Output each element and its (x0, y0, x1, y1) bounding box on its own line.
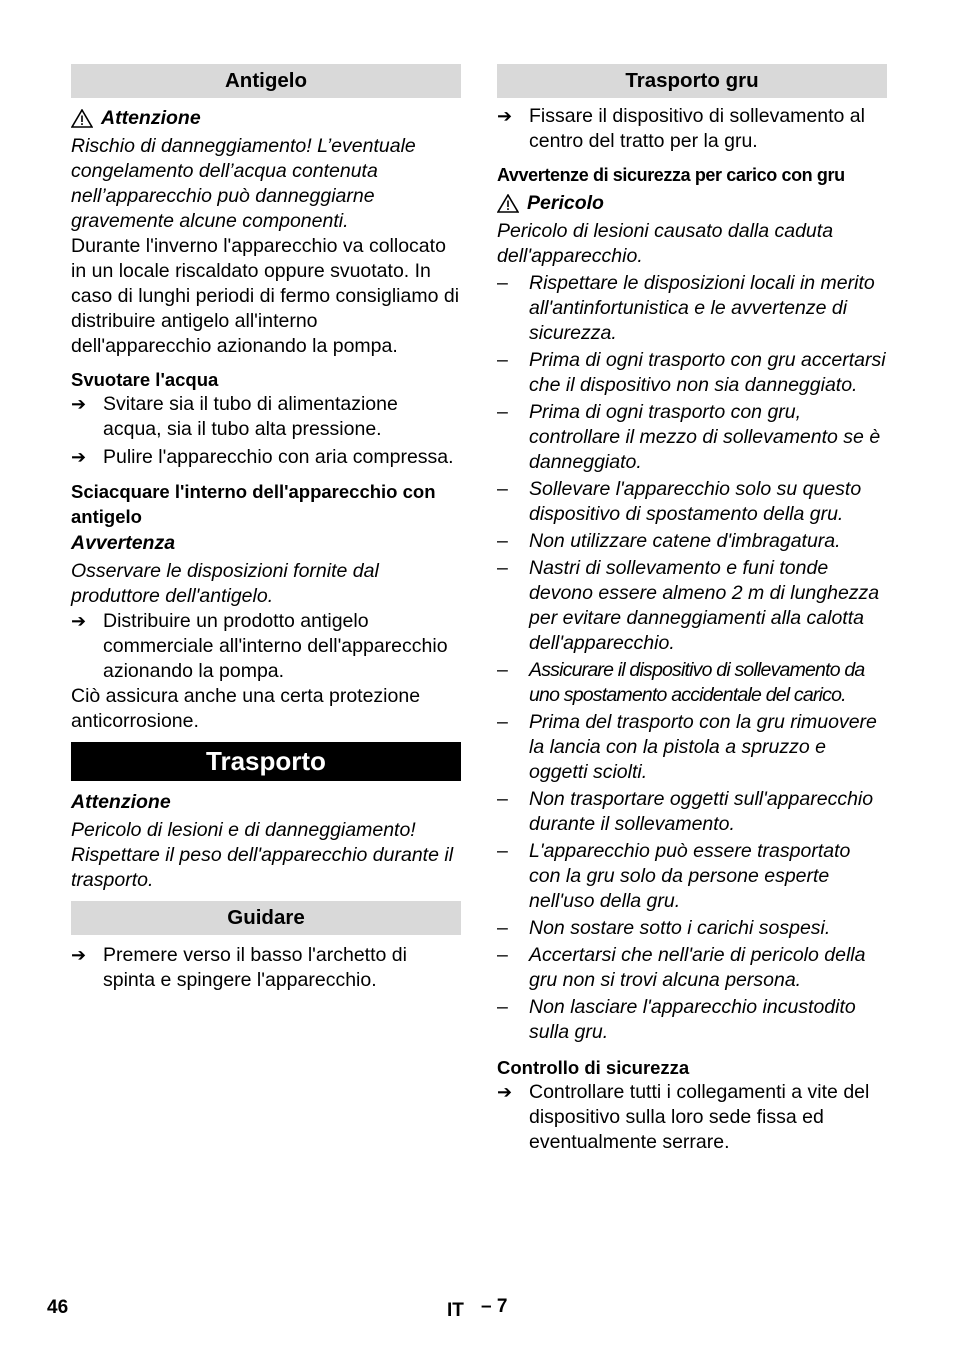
step-item (71, 445, 461, 470)
step-text: Pulire l'apparecchio con aria compressa. (103, 446, 454, 468)
list-item-text: Nastri di sollevamento e funi tonde devono essere almeno 2 m di lunghezza per evitare danneggiamenti alla calotta dell'apparecchio. (529, 557, 880, 654)
list-item (497, 556, 887, 656)
section-heading-guidare: Guidare (71, 901, 461, 935)
list-item (497, 710, 887, 785)
subheading-controllo: Controllo di sicurezza (497, 1057, 690, 1078)
attention-label: Attenzione (71, 791, 171, 813)
list-item (497, 658, 887, 708)
dash-marker: – (497, 401, 508, 423)
step-item (497, 1080, 887, 1155)
subheading-svuotare: Svuotare l'acqua (71, 369, 219, 390)
body-paragraph: Ciò assicura anche una certa protezione anticorrosione. (71, 685, 421, 732)
step-text: Controllare tutti i collegamenti a vite del dispositivo sulla loro sede fissa ed eventualmente serrare. (529, 1081, 870, 1153)
dash-marker: – (497, 530, 508, 552)
arrow-icon: ➔ (497, 1082, 513, 1102)
arrow-icon: ➔ (497, 106, 513, 126)
list-item-text: Rispettare le disposizioni locali in merito all'antinfortunistica e le avvertenze di sicurezza. (529, 272, 875, 344)
safety-list (497, 271, 887, 1045)
right-column (497, 64, 887, 1155)
step-text: Distribuire un prodotto antigelo commerciale all'interno dell'apparecchio azionando la pompa. (103, 610, 448, 682)
step-item (71, 943, 461, 993)
avvertenza-text: Osservare le disposizioni fornite dal produttore dell'antigelo. (71, 560, 379, 607)
list-item (497, 400, 887, 475)
dash-marker: – (497, 711, 508, 733)
list-item-text: Prima del trasporto con la gru rimuovere la lancia con la pistola a spruzzo e oggetti sciolti. (529, 711, 877, 783)
subheading-avvertenze: Avvertenze di sicurezza per carico con gru (497, 165, 845, 185)
warning-triangle-icon (497, 194, 519, 213)
step-item (497, 104, 887, 154)
arrow-icon: ➔ (71, 945, 87, 965)
danger-notice (497, 192, 887, 215)
step-text: Premere verso il basso l'archetto di spinta e spingere l'apparecchio. (103, 944, 407, 991)
step-text: Fissare il dispositivo di sollevamento al centro del tratto per la gru. (529, 105, 865, 152)
section-heading-antigelo: Antigelo (71, 64, 461, 98)
attention-text: Rischio di danneggiamento! L’eventuale congelamento dell’acqua contenuta nell’apparecchio può danneggiarne gravemente alcune componenti. (71, 135, 416, 232)
avvertenza-label: Avvertenza (71, 532, 176, 554)
list-item-text: L'apparecchio può essere trasportato con la gru solo da persone esperte nell'uso della gru. (529, 840, 851, 912)
dash-marker: – (497, 917, 508, 939)
dash-marker: – (497, 788, 508, 810)
danger-label: Pericolo (527, 192, 604, 214)
arrow-icon: ➔ (71, 394, 87, 414)
list-item (497, 477, 887, 527)
attention-label: Attenzione (101, 107, 201, 129)
list-item-text: Prima di ogni trasporto con gru accertarsi che il dispositivo non sia danneggiato. (529, 349, 886, 396)
list-item-text: Accertarsi che nell'arie di pericolo della gru non si trovi alcuna persona. (529, 944, 866, 991)
step-item (71, 392, 461, 442)
list-item (497, 348, 887, 398)
dash-marker: – (497, 557, 508, 579)
list-item (497, 529, 887, 554)
dash-marker: – (497, 272, 508, 294)
body-paragraph: Durante l'inverno l'apparecchio va collocato in un locale riscaldato oppure svuotato. In caso di lunghi periodi di fermo consigliamo di distribuire antigelo all'interno dell'apparecchio azionando la pompa. (71, 235, 460, 357)
list-item-text: Non utilizzare catene d'imbragatura. (529, 530, 841, 552)
list-item-text: Prima di ogni trasporto con gru, controllare il mezzo di sollevamento se è danneggiato. (529, 401, 881, 473)
list-item (497, 916, 887, 941)
dash-marker: – (497, 840, 508, 862)
list-item (497, 271, 887, 346)
attention-notice (71, 107, 461, 130)
dash-marker: – (497, 944, 508, 966)
dash-marker: – (497, 478, 508, 500)
list-item-text: Non lasciare l'apparecchio incustodito sulla gru. (529, 996, 856, 1043)
list-item-text: Non sostare sotto i carichi sospesi. (529, 917, 831, 939)
list-item (497, 995, 887, 1045)
warning-triangle-icon (71, 109, 93, 128)
section-heading-trasporto-gru: Trasporto gru (497, 64, 887, 98)
danger-text: Pericolo di lesioni causato dalla caduta dell'apparecchio. (497, 220, 834, 267)
list-item-text: Sollevare l'apparecchio solo su questo dispositivo di spostamento della gru. (529, 478, 862, 525)
page-number: 46 (47, 1297, 69, 1318)
dash-marker: – (497, 349, 508, 371)
list-item (497, 943, 887, 993)
language-code: IT (447, 1300, 464, 1321)
dash-marker: – (497, 996, 508, 1018)
list-item-text: Assicurare il dispositivo di sollevamento da uno spostamento accidentale del carico. (529, 659, 865, 706)
list-item (497, 787, 887, 837)
dash-marker: – (497, 659, 508, 681)
subheading-sciacquare: Sciacquare l'interno dell'apparecchio con antigelo (71, 481, 436, 527)
attention-text: Pericolo di lesioni e di danneggiamento! Rispettare il peso dell'apparecchio durante il trasporto. (71, 819, 454, 891)
arrow-icon: ➔ (71, 447, 87, 467)
step-item (71, 609, 461, 684)
step-text: Svitare sia il tubo di alimentazione acqua, sia il tubo alta pressione. (103, 393, 398, 440)
list-item (497, 839, 887, 914)
section-page-number: – 7 (481, 1296, 508, 1317)
left-column (71, 64, 461, 993)
section-heading-trasporto: Trasporto (71, 742, 461, 781)
list-item-text: Non trasportare oggetti sull'apparecchio durante il sollevamento. (529, 788, 874, 835)
arrow-icon: ➔ (71, 611, 87, 631)
